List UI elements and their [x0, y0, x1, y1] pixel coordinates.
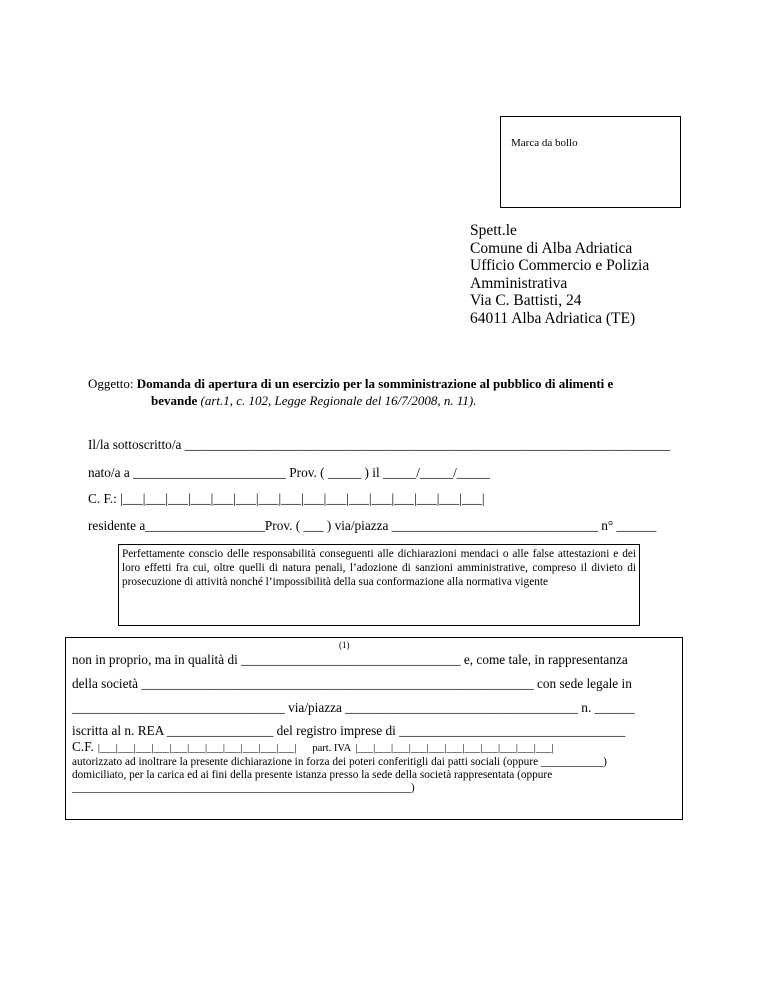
- subject-title-line2: bevande: [151, 393, 198, 408]
- subject-title-line1: Domanda di apertura di un esercizio per la somministrazione al pubblico di alimenti e: [136, 376, 614, 391]
- authorization-text: [72, 756, 607, 795]
- recipient-line: Spett.le: [470, 222, 517, 239]
- authorization-line: domiciliato, per la carica ed ai fini della presente istanza presso la sede della società rappresentata (oppure: [72, 769, 553, 781]
- recipient-line: Amministrativa: [470, 274, 568, 292]
- applicant-birth-field[interactable]: nato/a a _______________________ Prov. ( _____ ) il _____/_____/_____: [88, 465, 491, 480]
- role-field[interactable]: non in proprio, ma in qualità di _________________________________ e, come tale, in rappresentanza: [72, 652, 628, 667]
- declaration-warning-box: [118, 544, 640, 626]
- footnote-marker: (1): [339, 640, 350, 650]
- recipient-line: 64011 Alba Adriatica (TE): [470, 309, 636, 327]
- company-address-field[interactable]: ________________________________ via/piazza ___________________________________ n. ______: [72, 700, 635, 715]
- recipient-line: Via C. Battisti, 24: [470, 292, 582, 310]
- company-cf-field[interactable]: |___|___|___|___|___|___|___|___|___|___|___|: [97, 743, 297, 754]
- recipient-line: Ufficio Commercio e Polizia: [470, 257, 650, 275]
- representation-box: [65, 637, 683, 820]
- subject-label: Oggetto:: [88, 376, 134, 391]
- authorization-line[interactable]: ____________________________________________________________): [72, 782, 415, 794]
- stamp-label: Marca da bollo: [511, 137, 578, 149]
- applicant-name-field[interactable]: Il/la sottoscritto/a _________________________________________________________________________: [88, 437, 671, 452]
- subject: [88, 375, 613, 409]
- authorization-line[interactable]: autorizzato ad inoltrare la presente dichiarazione in forza dei poteri conferitigli dai patti sociali (oppure ___________): [72, 756, 607, 768]
- company-cf-label: C.F.: [72, 739, 94, 754]
- vat-label: part. IVA: [312, 743, 352, 754]
- applicant-residence-field[interactable]: residente a__________________Prov. ( ___ ) via/piazza _______________________________ n° ______: [88, 518, 657, 533]
- vat-field[interactable]: |___|___|___|___|___|___|___|___|___|___|___|: [355, 743, 554, 754]
- rea-field[interactable]: iscritta al n. REA ________________ del registro imprese di __________________________________: [72, 723, 626, 738]
- recipient-address: [470, 222, 649, 328]
- company-field[interactable]: della società ___________________________________________________________ con sede legale in: [72, 676, 632, 691]
- applicant-tax-code-field[interactable]: C. F.: |___|___|___|___|___|___|___|___|___|___|___|___|___|___|___|___|: [88, 491, 485, 506]
- revenue-stamp-box: [500, 116, 681, 208]
- declaration-warning-text: Perfettamente conscio delle responsabilità conseguenti alle dichiarazioni mendaci o alle false attestazioni e dei loro effetti fra cui, oltre quelli di natura penali, l’adozione di sanzioni amministrative, compreso il divieto di prosecuzione di attività nonché l’impossibilità della sua conformazione alla normativa vigente: [122, 548, 636, 589]
- subject-reference: (art.1, c. 102, Legge Regionale del 16/7/2008, n. 11).: [200, 393, 477, 408]
- recipient-line: Comune di Alba Adriatica: [470, 239, 633, 257]
- company-tax-codes-row: [72, 738, 554, 756]
